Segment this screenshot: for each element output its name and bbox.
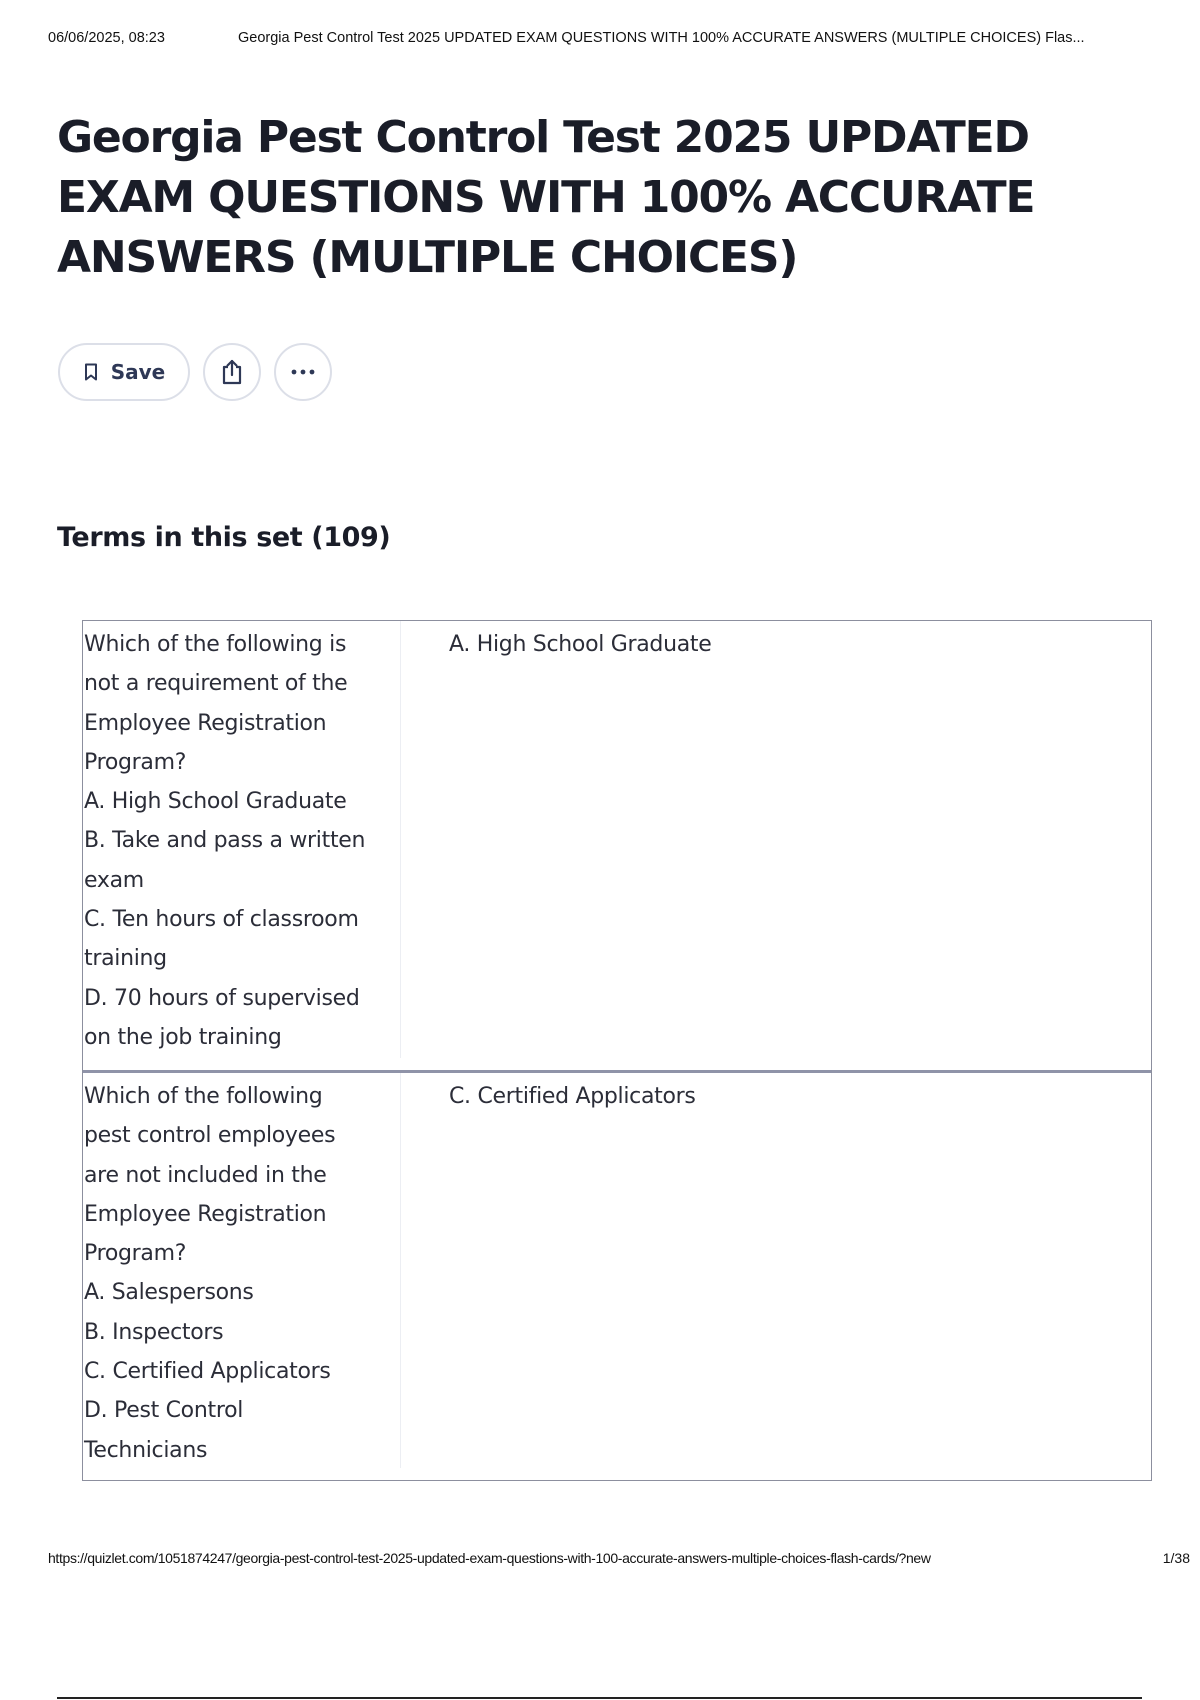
more-horizontal-icon — [289, 368, 317, 376]
term-answer: A. High School Graduate — [449, 632, 712, 657]
print-datetime: 06/06/2025, 08:23 — [48, 30, 165, 46]
question-line: exam — [84, 867, 144, 893]
question-line: Employee Registration — [84, 1201, 327, 1227]
question-line: Technicians — [84, 1437, 208, 1463]
action-bar — [58, 343, 332, 401]
question-line: training — [84, 946, 167, 972]
question-line: C. Certified Applicators — [84, 1359, 331, 1385]
question-line: on the job training — [84, 1024, 282, 1050]
term-row — [83, 621, 1151, 1070]
terms-heading: Terms in this set (109) — [57, 522, 391, 553]
term-question — [83, 1073, 401, 1468]
question-line: D. 70 hours of supervised — [84, 985, 360, 1011]
share-button[interactable] — [203, 343, 261, 401]
terms-list — [82, 620, 1152, 1481]
save-button[interactable] — [58, 343, 190, 401]
question-line: Program? — [84, 1241, 187, 1267]
question-line: Program? — [84, 749, 187, 775]
page-indicator: 1/38 — [1162, 1550, 1190, 1566]
question-line: B. Take and pass a written — [84, 828, 366, 854]
bookmark-icon — [83, 362, 99, 382]
term-row — [83, 1070, 1151, 1480]
question-line: Employee Registration — [84, 710, 327, 736]
print-footer — [48, 1550, 1190, 1566]
question-line: D. Pest Control — [84, 1398, 244, 1424]
more-options-button[interactable] — [274, 343, 332, 401]
term-question — [83, 621, 401, 1058]
print-doc-title: Georgia Pest Control Test 2025 UPDATED EXAM QUESTIONS WITH 100% ACCURATE ANSWERS (MULTIPLE CHOICES) Flas... — [238, 30, 1085, 46]
question-line: Which of the following is — [84, 632, 347, 657]
question-line: A. High School Graduate — [84, 789, 347, 815]
question-line: A. Salespersons — [84, 1280, 254, 1306]
question-line: pest control employees — [84, 1123, 336, 1149]
page-url: https://quizlet.com/1051874247/georgia-pest-control-test-2025-updated-exam-questions-with-100-accurate-answers-multiple-choices-flash-cards/?new — [48, 1550, 931, 1566]
question-line: not a requirement of the — [84, 671, 348, 697]
question-line: C. Ten hours of classroom — [84, 907, 359, 933]
question-line: B. Inspectors — [84, 1319, 224, 1345]
save-button-label: Save — [110, 360, 166, 384]
share-icon — [219, 358, 245, 386]
print-header — [48, 30, 1188, 46]
page-divider — [57, 1697, 1142, 1699]
page-title: Georgia Pest Control Test 2025 UPDATED EXAM QUESTIONS WITH 100% ACCURATE ANSWERS (MULTIPLE CHOICES) — [57, 112, 1035, 283]
question-line: are not included in the — [84, 1162, 327, 1188]
term-answer: C. Certified Applicators — [449, 1084, 696, 1109]
question-line: Which of the following — [84, 1084, 323, 1109]
